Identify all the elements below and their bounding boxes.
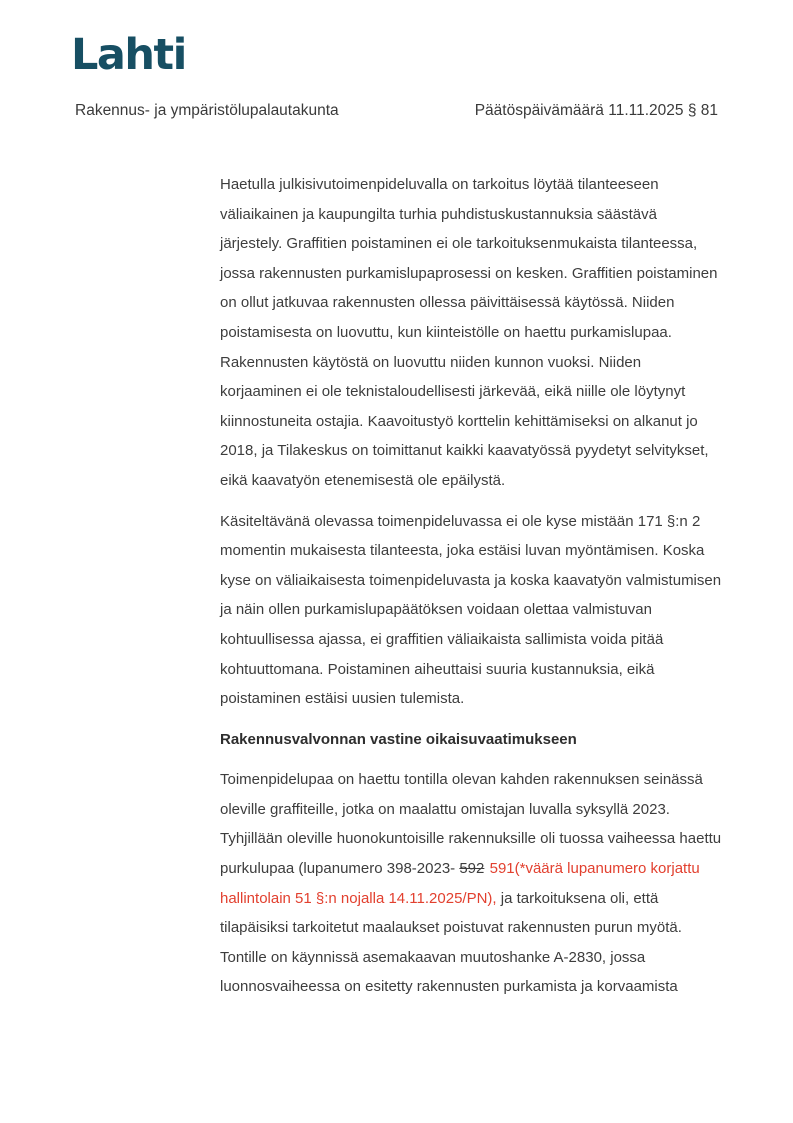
correction-note-red: 591(*väärä lupanumero korjattu hallintolain 51 §:n nojalla 14.11.2025/PN), — [220, 860, 700, 907]
lahti-logo: Lahti — [71, 30, 186, 80]
paragraph-response-2: Käsiteltävänä olevassa toimenpideluvassa ei ole kyse mistään 171 §:n 2 momentin mukaisesta tilanteesta, joka estäisi luvan myöntämisen. Koska kyse on väliaikaisesta toimenpideluvasta ja koska kaavatyön valmistumisen ja näin ollen purkamislupapäätöksen voidaan olettaa valmistuvan kohtuullisessa ajassa, ei graffitien väliaikaista sallimista voida pitää kohtuuttomana. Poistaminen aiheuttaisi suuria kustannuksia, eikä poistaminen estäisi uusien tulemista. — [220, 512, 722, 708]
statement-text-before: Toimenpidelupaa on haettu tontilla olevan kahden rakennuksen seinässä oleville graffiteille, jotka on maalattu omistajan luvalla syksyllä 2023. Tyhjillään oleville huonokuntoisille rakennuksille oli tuossa vaiheessa haettu purkulupaa (lupanumero 398-2023- — [220, 771, 722, 878]
document-body — [220, 170, 722, 1013]
paragraph-statement — [220, 765, 722, 1002]
statement-text-after: ja tarkoituksena oli, että tilapäisiksi tarkoitetut maalaukset poistuvat rakennusten purun myötä. Tontille on käynnissä asemakaavan muutoshanke A-2830, jossa luonnosvaiheessa on esitetty rakennusten purkamista ja korvaamista — [220, 889, 682, 996]
section-heading: Rakennusvalvonnan vastine oikaisuvaatimukseen — [220, 730, 577, 748]
document-header — [75, 102, 718, 120]
paragraph-response-1: Haetulla julkisivutoimenpideluvalla on tarkoitus löytää tilanteeseen väliaikainen ja kaupungilta turhia puhdistuskustannuksia säästävä järjestely. Graffitien poistaminen ei ole tarkoituksenmukaista tilanteessa, jossa rakennusten purkamislupaprosessi on kesken. Graffitien poistaminen on ollut jatkuvaa rakennusten ollessa päivittäisessä käytössä. Niiden poistamisesta on luovuttu, kun kiinteistölle on haettu purkamislupaa. Rakennusten käytöstä on luovuttu niiden kunnon vuoksi. Niiden korjaaminen ei ole teknistaloudellisesti järkevää, eikä niille ole löytynyt kiinnostuneita ostajia. Kaavoitustyö korttelin kehittämiseksi on alkanut jo 2018, ja Tilakeskus on toimittanut kaikki kaavatyössä pyydetyt selvitykset, eikä kaavatyön etenemisestä ole epäilystä. — [220, 176, 718, 489]
struck-permit-number: 592 — [459, 860, 485, 878]
committee-name: Rakennus- ja ympäristölupalautakunta — [75, 102, 339, 119]
decision-date: Päätöspäivämäärä 11.11.2025 § 81 — [474, 102, 718, 119]
